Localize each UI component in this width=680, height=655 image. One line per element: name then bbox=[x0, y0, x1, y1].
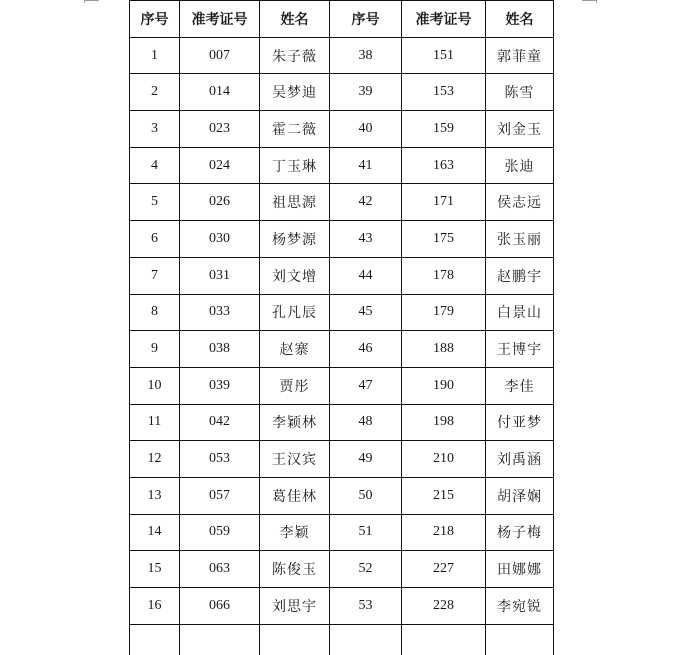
cell-name: 陈俊玉 bbox=[260, 551, 330, 588]
cell-seq: 5 bbox=[130, 184, 180, 221]
cell-seq: 12 bbox=[130, 441, 180, 478]
header-seq-right: 序号 bbox=[330, 1, 402, 38]
cell-name: 丁玉琳 bbox=[260, 147, 330, 184]
cell-seq: 13 bbox=[130, 477, 180, 514]
cell-seq: 16 bbox=[130, 588, 180, 625]
table-row bbox=[130, 294, 554, 331]
cell-name: 葛佳林 bbox=[260, 477, 330, 514]
cell-seq: 41 bbox=[330, 147, 402, 184]
cell-exam-id: 057 bbox=[180, 477, 260, 514]
table-row bbox=[130, 477, 554, 514]
cell-exam-id: 033 bbox=[180, 294, 260, 331]
cell-name: 田娜娜 bbox=[486, 551, 554, 588]
cell-seq: 8 bbox=[130, 294, 180, 331]
cell-seq: 9 bbox=[130, 331, 180, 368]
table-row bbox=[130, 514, 554, 551]
cell-seq: 45 bbox=[330, 294, 402, 331]
header-name-left: 姓名 bbox=[260, 1, 330, 38]
cell-seq: 47 bbox=[330, 367, 402, 404]
cell-seq: 1 bbox=[130, 37, 180, 74]
cell-name: 朱子薇 bbox=[260, 37, 330, 74]
cell-name: 杨子梅 bbox=[486, 514, 554, 551]
cell-exam-id: 023 bbox=[180, 111, 260, 148]
cell-seq: 6 bbox=[130, 221, 180, 258]
cell-name bbox=[486, 624, 554, 655]
cell-name: 赵寨 bbox=[260, 331, 330, 368]
cell-seq: 44 bbox=[330, 257, 402, 294]
cell-seq: 46 bbox=[330, 331, 402, 368]
cell-exam-id: 063 bbox=[180, 551, 260, 588]
cell-name: 赵鹏宇 bbox=[486, 257, 554, 294]
header-exam-id-left: 准考证号 bbox=[180, 1, 260, 38]
cell-name: 贾彤 bbox=[260, 367, 330, 404]
cell-seq: 50 bbox=[330, 477, 402, 514]
cell-name: 付亚梦 bbox=[486, 404, 554, 441]
cell-exam-id: 066 bbox=[180, 588, 260, 625]
cell-exam-id: 024 bbox=[180, 147, 260, 184]
cell-seq: 53 bbox=[330, 588, 402, 625]
cell-exam-id bbox=[180, 624, 260, 655]
table-row bbox=[130, 588, 554, 625]
cell-name: 李佳 bbox=[486, 367, 554, 404]
cell-name: 刘禹涵 bbox=[486, 441, 554, 478]
table-row bbox=[130, 624, 554, 655]
cell-name: 白景山 bbox=[486, 294, 554, 331]
cell-name bbox=[260, 624, 330, 655]
cell-name: 吴梦迪 bbox=[260, 74, 330, 111]
cell-seq: 11 bbox=[130, 404, 180, 441]
cell-seq bbox=[130, 624, 180, 655]
cell-exam-id: 007 bbox=[180, 37, 260, 74]
cell-name: 胡泽娴 bbox=[486, 477, 554, 514]
cell-exam-id: 171 bbox=[402, 184, 486, 221]
table-row bbox=[130, 404, 554, 441]
header-row bbox=[130, 1, 554, 38]
cell-name: 刘文增 bbox=[260, 257, 330, 294]
cell-name: 郭菲童 bbox=[486, 37, 554, 74]
table-row bbox=[130, 221, 554, 258]
header-exam-id-right: 准考证号 bbox=[402, 1, 486, 38]
cell-exam-id: 228 bbox=[402, 588, 486, 625]
cell-exam-id: 178 bbox=[402, 257, 486, 294]
cell-exam-id: 030 bbox=[180, 221, 260, 258]
table-row bbox=[130, 367, 554, 404]
cell-seq: 10 bbox=[130, 367, 180, 404]
table-row bbox=[130, 331, 554, 368]
cell-name: 祖思源 bbox=[260, 184, 330, 221]
cell-seq: 14 bbox=[130, 514, 180, 551]
cell-name: 王汉宾 bbox=[260, 441, 330, 478]
cell-exam-id: 038 bbox=[180, 331, 260, 368]
cell-exam-id: 163 bbox=[402, 147, 486, 184]
cell-exam-id: 151 bbox=[402, 37, 486, 74]
cell-name: 霍二薇 bbox=[260, 111, 330, 148]
cell-exam-id: 218 bbox=[402, 514, 486, 551]
cell-exam-id: 026 bbox=[180, 184, 260, 221]
cell-name: 孔凡辰 bbox=[260, 294, 330, 331]
cell-exam-id bbox=[402, 624, 486, 655]
cell-exam-id: 053 bbox=[180, 441, 260, 478]
cell-seq: 15 bbox=[130, 551, 180, 588]
page-corner-mark-left bbox=[84, 0, 99, 3]
cell-seq: 49 bbox=[330, 441, 402, 478]
table-row bbox=[130, 147, 554, 184]
cell-exam-id: 198 bbox=[402, 404, 486, 441]
header-seq-left: 序号 bbox=[130, 1, 180, 38]
cell-exam-id: 153 bbox=[402, 74, 486, 111]
table-row bbox=[130, 74, 554, 111]
table-row bbox=[130, 184, 554, 221]
cell-seq: 39 bbox=[330, 74, 402, 111]
table-row bbox=[130, 37, 554, 74]
cell-exam-id: 227 bbox=[402, 551, 486, 588]
cell-seq: 40 bbox=[330, 111, 402, 148]
cell-name: 侯志远 bbox=[486, 184, 554, 221]
cell-exam-id: 190 bbox=[402, 367, 486, 404]
table-row bbox=[130, 441, 554, 478]
cell-name: 王博宇 bbox=[486, 331, 554, 368]
cell-exam-id: 031 bbox=[180, 257, 260, 294]
cell-exam-id: 215 bbox=[402, 477, 486, 514]
cell-exam-id: 014 bbox=[180, 74, 260, 111]
table-row bbox=[130, 551, 554, 588]
cell-name: 李颖 bbox=[260, 514, 330, 551]
cell-seq: 42 bbox=[330, 184, 402, 221]
roster-table bbox=[129, 0, 554, 655]
cell-exam-id: 039 bbox=[180, 367, 260, 404]
cell-name: 李宛锐 bbox=[486, 588, 554, 625]
cell-name: 刘金玉 bbox=[486, 111, 554, 148]
cell-exam-id: 175 bbox=[402, 221, 486, 258]
cell-exam-id: 159 bbox=[402, 111, 486, 148]
cell-seq bbox=[330, 624, 402, 655]
cell-seq: 48 bbox=[330, 404, 402, 441]
cell-seq: 52 bbox=[330, 551, 402, 588]
cell-name: 陈雪 bbox=[486, 74, 554, 111]
cell-name: 刘思宇 bbox=[260, 588, 330, 625]
cell-name: 张玉丽 bbox=[486, 221, 554, 258]
cell-seq: 51 bbox=[330, 514, 402, 551]
cell-seq: 43 bbox=[330, 221, 402, 258]
cell-seq: 7 bbox=[130, 257, 180, 294]
cell-name: 张迪 bbox=[486, 147, 554, 184]
cell-name: 杨梦源 bbox=[260, 221, 330, 258]
table-row bbox=[130, 111, 554, 148]
cell-exam-id: 210 bbox=[402, 441, 486, 478]
table-row bbox=[130, 257, 554, 294]
page-corner-mark-right bbox=[582, 0, 597, 3]
cell-exam-id: 179 bbox=[402, 294, 486, 331]
cell-seq: 2 bbox=[130, 74, 180, 111]
roster-body bbox=[130, 37, 554, 655]
cell-exam-id: 042 bbox=[180, 404, 260, 441]
cell-exam-id: 188 bbox=[402, 331, 486, 368]
header-name-right: 姓名 bbox=[486, 1, 554, 38]
cell-seq: 4 bbox=[130, 147, 180, 184]
cell-name: 李颖林 bbox=[260, 404, 330, 441]
cell-seq: 38 bbox=[330, 37, 402, 74]
cell-seq: 3 bbox=[130, 111, 180, 148]
cell-exam-id: 059 bbox=[180, 514, 260, 551]
